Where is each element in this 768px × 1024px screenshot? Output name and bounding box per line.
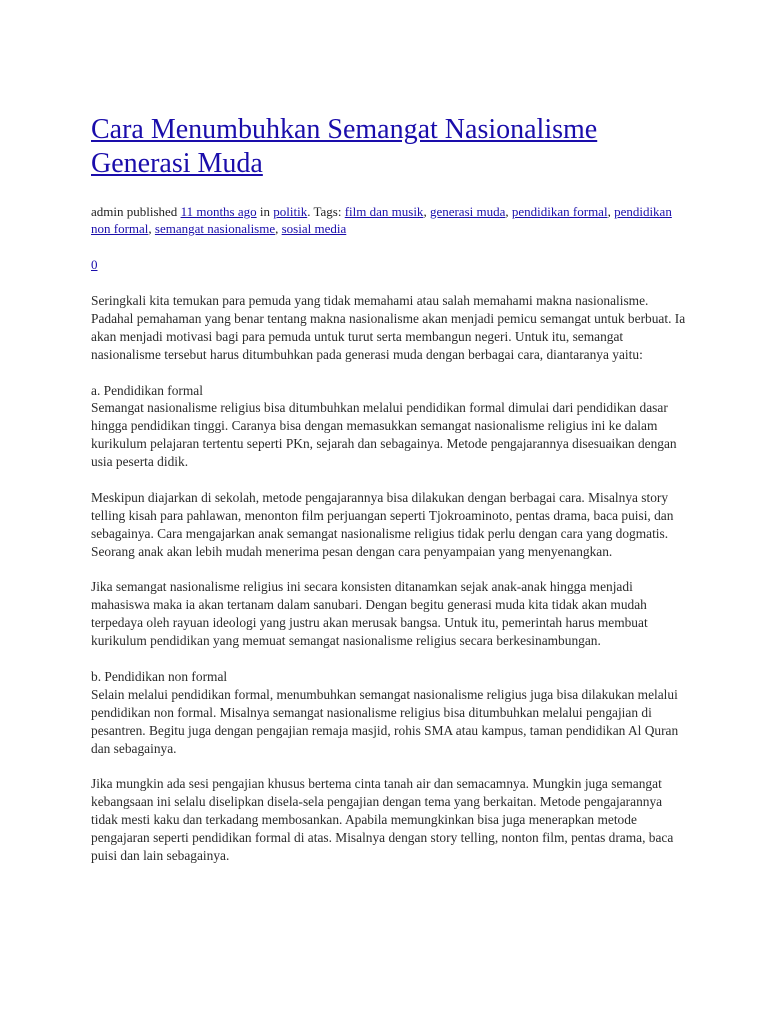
author-name: admin — [91, 204, 124, 219]
article-body — [91, 292, 691, 865]
tag-link[interactable]: pendidikan non formal — [91, 204, 672, 236]
paragraph: Seringkali kita temukan para pemuda yang tidak memahami atau salah memahami makna nasionalisme. Padahal pemahaman yang benar tentang makna nasionalisme akan menjadi pemicu semangat untuk berbuat. Ia akan menjadi motivasi bagi para pemuda untuk turut serta membangun negeri. Untuk itu, semangat nasionalisme tersebut harus ditumbuhkan pada generasi muda dengan berbagai cara, diantaranya yaitu: — [91, 293, 686, 362]
section-heading: a. Pendidikan formal — [91, 382, 203, 398]
article-meta: admin published 11 months ago in politik. Tags: film dan musik, generasi muda, pendidikan formal, pendidikan non formal, semangat nasionalisme, sosial media — [91, 204, 672, 236]
tag-link[interactable]: film dan musik — [344, 204, 424, 219]
paragraph: Jika mungkin ada sesi pengajian khusus bertema cinta tanah air dan semacamnya. Mungkin juga semangat kebangsaan ini selalu diselipkan disela-sela pengajian dengan tema yang berkaitan. Metode pengajarannya tidak mesti kaku dan terkadang membosankan. Apabila memungkinkan bisa juga menerapkan metode pengajaran seperti pendidikan formal di atas. Misalnya dengan story telling, nonton film, pentas drama, baca puisi dan lain sebagainya. — [91, 776, 674, 864]
tag-link[interactable]: sosial media — [281, 221, 347, 236]
published-word: published — [126, 204, 178, 219]
section-heading: b. Pendidikan non formal — [91, 668, 228, 684]
comment-count-link[interactable]: 0 — [91, 257, 98, 272]
paragraph: Meskipun diajarkan di sekolah, metode pengajarannya bisa dilakukan dengan berbagai cara. Misalnya story telling kisah para pahlawan, menonton film perjuangan seperti Tjokroaminoto, pentas drama, baca puisi, dan sebagainya. Cara mengajarkan anak semangat nasionalisme religius tidak perlu dengan cara yang dogmatis. Seorang anak akan lebih mudah menerima pesan dengan cara penyampaian yang menyenangkan. — [91, 489, 674, 559]
comment-count — [91, 256, 691, 273]
in-word: in — [259, 204, 271, 219]
tags-label: Tags: — [313, 204, 342, 219]
article-title — [91, 113, 691, 181]
tag-link[interactable]: generasi muda — [429, 204, 506, 219]
tag-link[interactable]: pendidikan formal — [511, 204, 608, 219]
published-time-link[interactable]: 11 months ago — [180, 204, 257, 219]
paragraph: Selain melalui pendidikan formal, menumbuhkan semangat nasionalisme religius juga bisa dilakukan melalui pendidikan non formal. Misalnya semangat nasionalisme religius bisa ditumbuhkan melalui pengajian di pesantren. Begitu juga dengan pengajian remaja masjid, rohis SMA atau kampus, taman pendidikan Al Quran dan sebagainya. — [91, 686, 679, 756]
category-link[interactable]: politik — [273, 204, 308, 219]
paragraph: Semangat nasionalisme religius bisa ditumbuhkan melalui pendidikan formal dimulai dari pendidikan dasar hingga pendidikan tinggi. Caranya bisa dengan memasukkan semangat nasionalisme religius ini ke dalam kurikulum pelajaran tertentu seperti PKn, sejarah dan sebagainya. Metode pengajarannya disesuaikan dengan usia peserta didik. — [91, 400, 677, 470]
paragraph: Jika semangat nasionalisme religius ini secara konsisten ditanamkan sejak anak-anak hingga menjadi mahasiswa maka ia akan tertanam dalam sanubari. Dengan begitu generasi muda kita tidak akan mudah terpedaya oleh rayuan ideologi yang justru akan merusak bangsa. Untuk itu, pemerintah harus membuat kurikulum pendidikan yang memuat semangat nasionalisme religius secara berkesinambungan. — [91, 579, 648, 649]
section-block-nonformal — [91, 668, 691, 758]
tag-link[interactable]: semangat nasionalisme — [154, 221, 276, 236]
section-block-formal — [91, 382, 691, 472]
article-title-link[interactable]: Cara Menumbuhkan Semangat Nasionalisme Generasi Muda — [91, 114, 598, 179]
article — [91, 113, 691, 883]
